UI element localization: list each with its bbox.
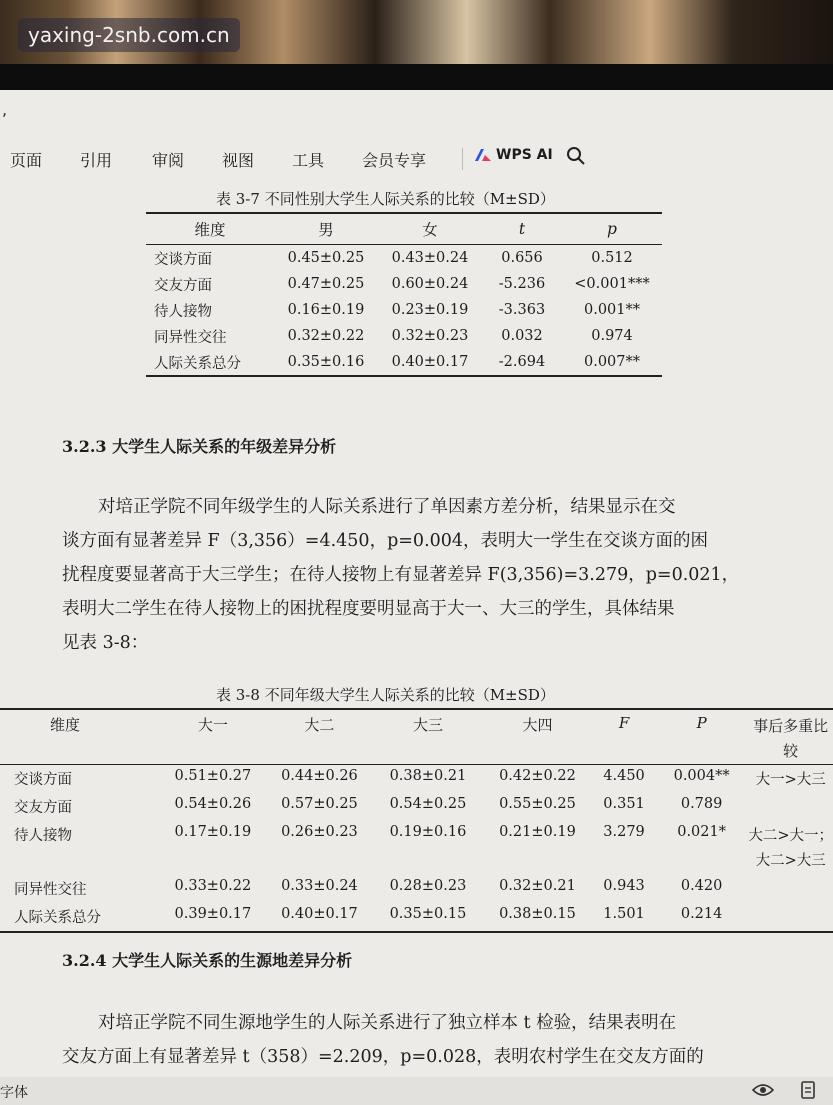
ribbon-menu-bar <box>0 146 833 174</box>
table-row <box>146 271 662 297</box>
cell: 4.450 <box>603 768 645 784</box>
menu-member[interactable]: 会员专享 <box>362 151 427 170</box>
cell: 0.032 <box>501 328 543 344</box>
cell: 人际关系总分 <box>14 910 101 926</box>
cell: <0.001*** <box>574 276 650 292</box>
paragraph-line: 对培正学院不同生源地学生的人际关系进行了独立样本 t 检验，结果表明在 <box>98 1013 677 1033</box>
table-3-8-caption: 表 3-8 不同年级大学生人际关系的比较（M±SD） <box>216 686 555 704</box>
col-f: F <box>593 709 655 765</box>
cell: 0.26±0.23 <box>281 824 358 840</box>
post-hoc-line: 大二>大一； <box>748 828 833 844</box>
table-row <box>146 245 662 272</box>
table-row <box>146 323 662 349</box>
cell: 0.32±0.22 <box>287 328 365 344</box>
status-bar <box>0 1077 833 1105</box>
cell: 人际关系总分 <box>154 355 241 372</box>
menu-view[interactable]: 视图 <box>222 151 255 170</box>
paragraph-line: 对培正学院不同年级学生的人际关系进行了单因素方差分析，结果显示在交 <box>98 497 676 517</box>
cell: 0.16±0.19 <box>287 302 365 318</box>
col-sophomore: 大二 <box>265 709 375 765</box>
cell: 0.35±0.15 <box>389 906 467 922</box>
cell: 交谈方面 <box>14 772 72 788</box>
cell: -2.694 <box>498 354 546 370</box>
cell: 0.40±0.17 <box>281 906 358 922</box>
cell: 0.021* <box>677 824 726 840</box>
cell: 0.33±0.24 <box>281 878 358 894</box>
cell: 0.974 <box>591 328 633 344</box>
col-dimension: 维度 <box>0 709 161 765</box>
cell: 交谈方面 <box>154 251 212 268</box>
cell <box>748 903 833 932</box>
watermark: yaxing-2snb.com.cn <box>18 18 240 52</box>
cell: 0.38±0.15 <box>499 906 576 922</box>
cell: 同异性交往 <box>14 882 87 898</box>
paragraph-line: 交友方面上有显著差异 t（358）=2.209，p=0.028，表明农村学生在交友方面的 <box>62 1047 704 1067</box>
paragraph-line: 表明大二学生在待人接物上的困扰程度要明显高于大一、大三的学生，具体结果 <box>62 599 675 619</box>
cell: 0.004** <box>673 768 730 784</box>
cell <box>748 875 833 903</box>
menu-tools[interactable]: 工具 <box>292 151 325 170</box>
back-arrow-icon[interactable]: , <box>2 100 8 119</box>
table-row <box>146 349 662 376</box>
wps-ai-logo-icon <box>474 148 492 162</box>
cell: 0.47±0.25 <box>287 276 365 292</box>
cell: -5.236 <box>498 276 546 292</box>
paragraph-line: 见表 3-8： <box>62 633 149 653</box>
table-header-row <box>0 709 833 765</box>
col-post-hoc-line2: 较 <box>783 742 799 760</box>
cell: 0.51±0.27 <box>174 768 252 784</box>
cell: 0.40±0.17 <box>391 354 469 370</box>
paragraph-line: 扰程度要显著高于大三学生；在待人接物上有显著差异 F(3,356)=3.279，p=0.021， <box>62 565 740 585</box>
cell: 0.23±0.19 <box>391 302 469 318</box>
col-t: t <box>482 213 562 245</box>
wps-ai-label: WPS AI <box>496 147 553 163</box>
cell: 0.28±0.23 <box>389 878 467 894</box>
section-3-2-4-heading: 3.2.4 大学生人际关系的生源地差异分析 <box>62 951 353 970</box>
monitor-bezel <box>0 64 833 90</box>
table-row <box>0 821 833 875</box>
cell: 0.789 <box>680 796 723 812</box>
col-p: p <box>562 213 662 245</box>
col-freshman: 大一 <box>161 709 265 765</box>
cell <box>748 821 833 875</box>
menu-review[interactable]: 审阅 <box>152 151 185 170</box>
col-post-hoc-line1: 事后多重比 <box>753 717 829 735</box>
cell: 0.943 <box>603 878 645 894</box>
table-row <box>0 793 833 821</box>
cell: 0.32±0.23 <box>391 328 469 344</box>
cell <box>748 765 833 794</box>
cell: -3.363 <box>498 302 546 318</box>
eye-icon[interactable] <box>752 1082 774 1098</box>
table-row <box>0 903 833 932</box>
document-icon[interactable] <box>801 1081 815 1099</box>
table-header-row <box>146 213 662 245</box>
cell: 0.32±0.21 <box>499 878 576 894</box>
paragraph-line: 谈方面有显著差异 F（3,356）=4.450，p=0.004，表明大一学生在交谈方面的困 <box>62 531 709 551</box>
cell: 待人接物 <box>154 303 212 320</box>
table-3-8 <box>0 708 833 933</box>
menu-divider <box>462 148 463 170</box>
cell: 0.007** <box>583 354 640 370</box>
cell: 0.54±0.26 <box>174 796 252 812</box>
cell: 0.351 <box>603 796 645 812</box>
menu-page[interactable]: 页面 <box>10 151 43 170</box>
cell: 0.60±0.24 <box>391 276 469 292</box>
section-3-2-3-heading: 3.2.3 大学生人际关系的年级差异分析 <box>62 437 337 456</box>
status-font-label[interactable]: 字体 <box>0 1085 28 1101</box>
cell <box>748 793 833 821</box>
col-dimension: 维度 <box>146 213 274 245</box>
cell: 0.17±0.19 <box>174 824 252 840</box>
wps-document-window <box>0 90 833 1105</box>
col-post-hoc <box>748 709 833 765</box>
cell: 1.501 <box>603 906 645 922</box>
table-3-7 <box>146 212 662 377</box>
cell: 0.001** <box>583 302 640 318</box>
table-3-7-caption: 表 3-7 不同性别大学生人际关系的比较（M±SD） <box>216 190 555 208</box>
table-row <box>0 875 833 903</box>
col-male: 男 <box>274 213 378 245</box>
cell: 0.38±0.21 <box>389 768 467 784</box>
cell: 0.42±0.22 <box>499 768 576 784</box>
cell: 0.21±0.19 <box>499 824 576 840</box>
search-icon[interactable] <box>566 146 586 166</box>
cell: 0.512 <box>591 250 633 266</box>
cell: 同异性交往 <box>154 329 227 346</box>
cell: 待人接物 <box>14 828 72 844</box>
cell: 3.279 <box>603 824 645 840</box>
post-hoc-line: 大一>大三 <box>755 772 826 788</box>
section-3-2-3-paragraph <box>62 490 762 660</box>
table-row <box>0 765 833 794</box>
menu-references[interactable]: 引用 <box>80 151 113 170</box>
cell: 0.39±0.17 <box>174 906 252 922</box>
cell: 0.45±0.25 <box>287 250 365 266</box>
col-junior: 大三 <box>374 709 482 765</box>
cell: 0.420 <box>680 878 723 894</box>
col-senior: 大四 <box>482 709 593 765</box>
col-female: 女 <box>378 213 482 245</box>
cell: 交友方面 <box>14 800 72 816</box>
cell: 0.54±0.25 <box>389 796 467 812</box>
cell: 交友方面 <box>154 277 212 294</box>
cell: 0.214 <box>680 906 723 922</box>
section-3-2-4-paragraph <box>62 1006 762 1074</box>
cell: 0.55±0.25 <box>499 796 576 812</box>
col-p: P <box>655 709 748 765</box>
cell: 0.43±0.24 <box>391 250 469 266</box>
cell: 0.656 <box>501 250 543 266</box>
cell: 0.57±0.25 <box>281 796 358 812</box>
cell: 0.33±0.22 <box>174 878 252 894</box>
cell: 0.19±0.16 <box>389 824 467 840</box>
cell: 0.44±0.26 <box>281 768 358 784</box>
cell: 0.35±0.16 <box>287 354 365 370</box>
post-hoc-line: 大二>大三 <box>755 853 826 869</box>
wps-ai-button[interactable] <box>474 147 553 163</box>
table-row <box>146 297 662 323</box>
